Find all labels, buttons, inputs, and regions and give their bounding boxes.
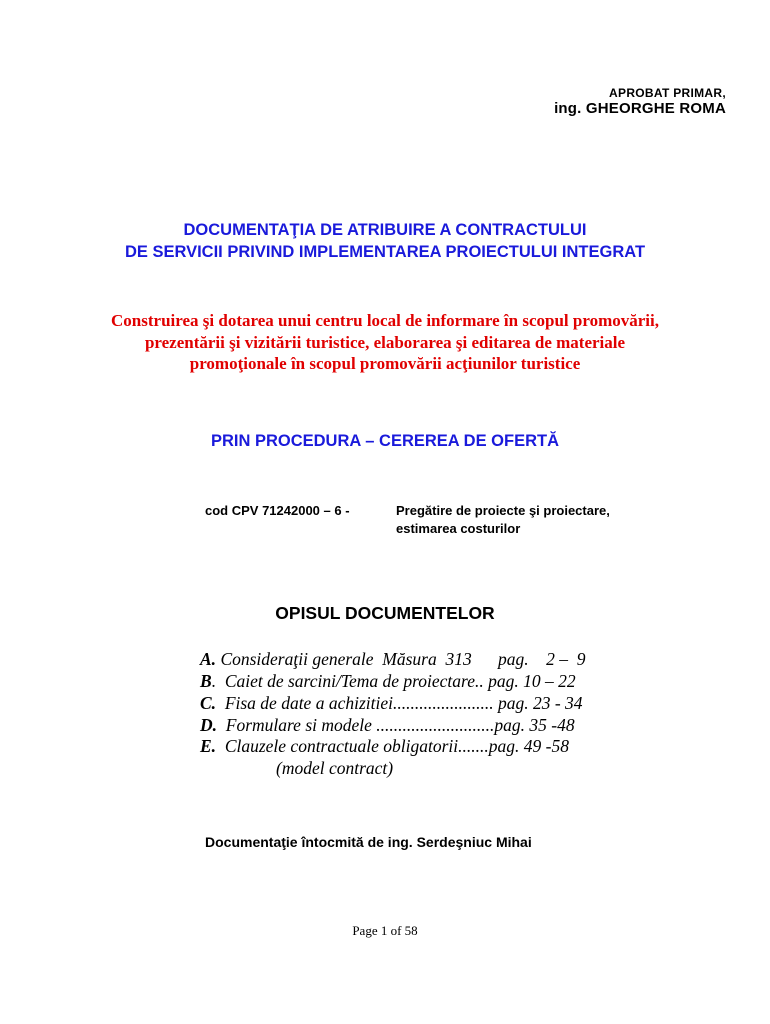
opis-item-letter: B (200, 671, 212, 691)
opis-note: (model contract) (276, 758, 394, 778)
opis-title: OPISUL DOCUMENTELOR (275, 603, 495, 623)
opis-item (200, 692, 583, 714)
procedure-heading: PRIN PROCEDURA – CEREREA DE OFERTĂ (210, 432, 560, 450)
project-subject-line-1: Construirea şi dotarea unui centru local de informare în scopul promovării, (111, 311, 659, 330)
page-number: Page 1 of 58 (352, 923, 418, 938)
opis-item (200, 714, 575, 736)
document-title-line-1: DOCUMENTAŢIA DE ATRIBUIRE A CONTRACTULUI (183, 221, 587, 239)
author-credit: Documentaţie întocmită de ing. Serdeşniuc Mihai (205, 834, 532, 850)
document-title-line-2: DE SERVICII PRIVIND IMPLEMENTAREA PROIECTULUI INTEGRAT (124, 243, 646, 261)
opis-item-letter: E. (200, 736, 217, 756)
cpv-description-line-1: Pregătire de proiecte şi proiectare, (396, 503, 610, 518)
opis-item (200, 735, 569, 757)
cpv-code: cod CPV 71242000 – 6 - (205, 503, 350, 518)
opis-item (200, 670, 576, 692)
opis-item-letter: C. (200, 693, 217, 713)
approval-label: APROBAT PRIMAR, (609, 86, 726, 100)
opis-item-text: Clauzele contractuale obligatorii.......pag. 49 -58 (216, 736, 569, 756)
opis-item-letter: D. (200, 715, 218, 735)
opis-item-text: . Caiet de sarcini/Tema de proiectare.. pag. 10 – 22 (211, 671, 576, 691)
opis-item-text: Consideraţii generale Măsura 313 pag. 2 – 9 (216, 649, 586, 669)
project-subject-line-2: prezentării şi vizitării turistice, elaborarea şi editarea de materiale (144, 333, 626, 352)
opis-item-text: Formulare si modele ...........................pag. 35 -48 (217, 715, 575, 735)
approver-name: ing. GHEORGHE ROMA (554, 100, 726, 117)
opis-item-letter: A. (200, 649, 217, 669)
project-subject-line-3: promoţionale în scopul promovării acţiunilor turistice (189, 354, 581, 373)
cpv-description-line-2: estimarea costurilor (396, 521, 521, 536)
opis-item-text: Fisa de date a achizitiei....................... pag. 23 - 34 (216, 693, 583, 713)
opis-item (200, 648, 586, 670)
